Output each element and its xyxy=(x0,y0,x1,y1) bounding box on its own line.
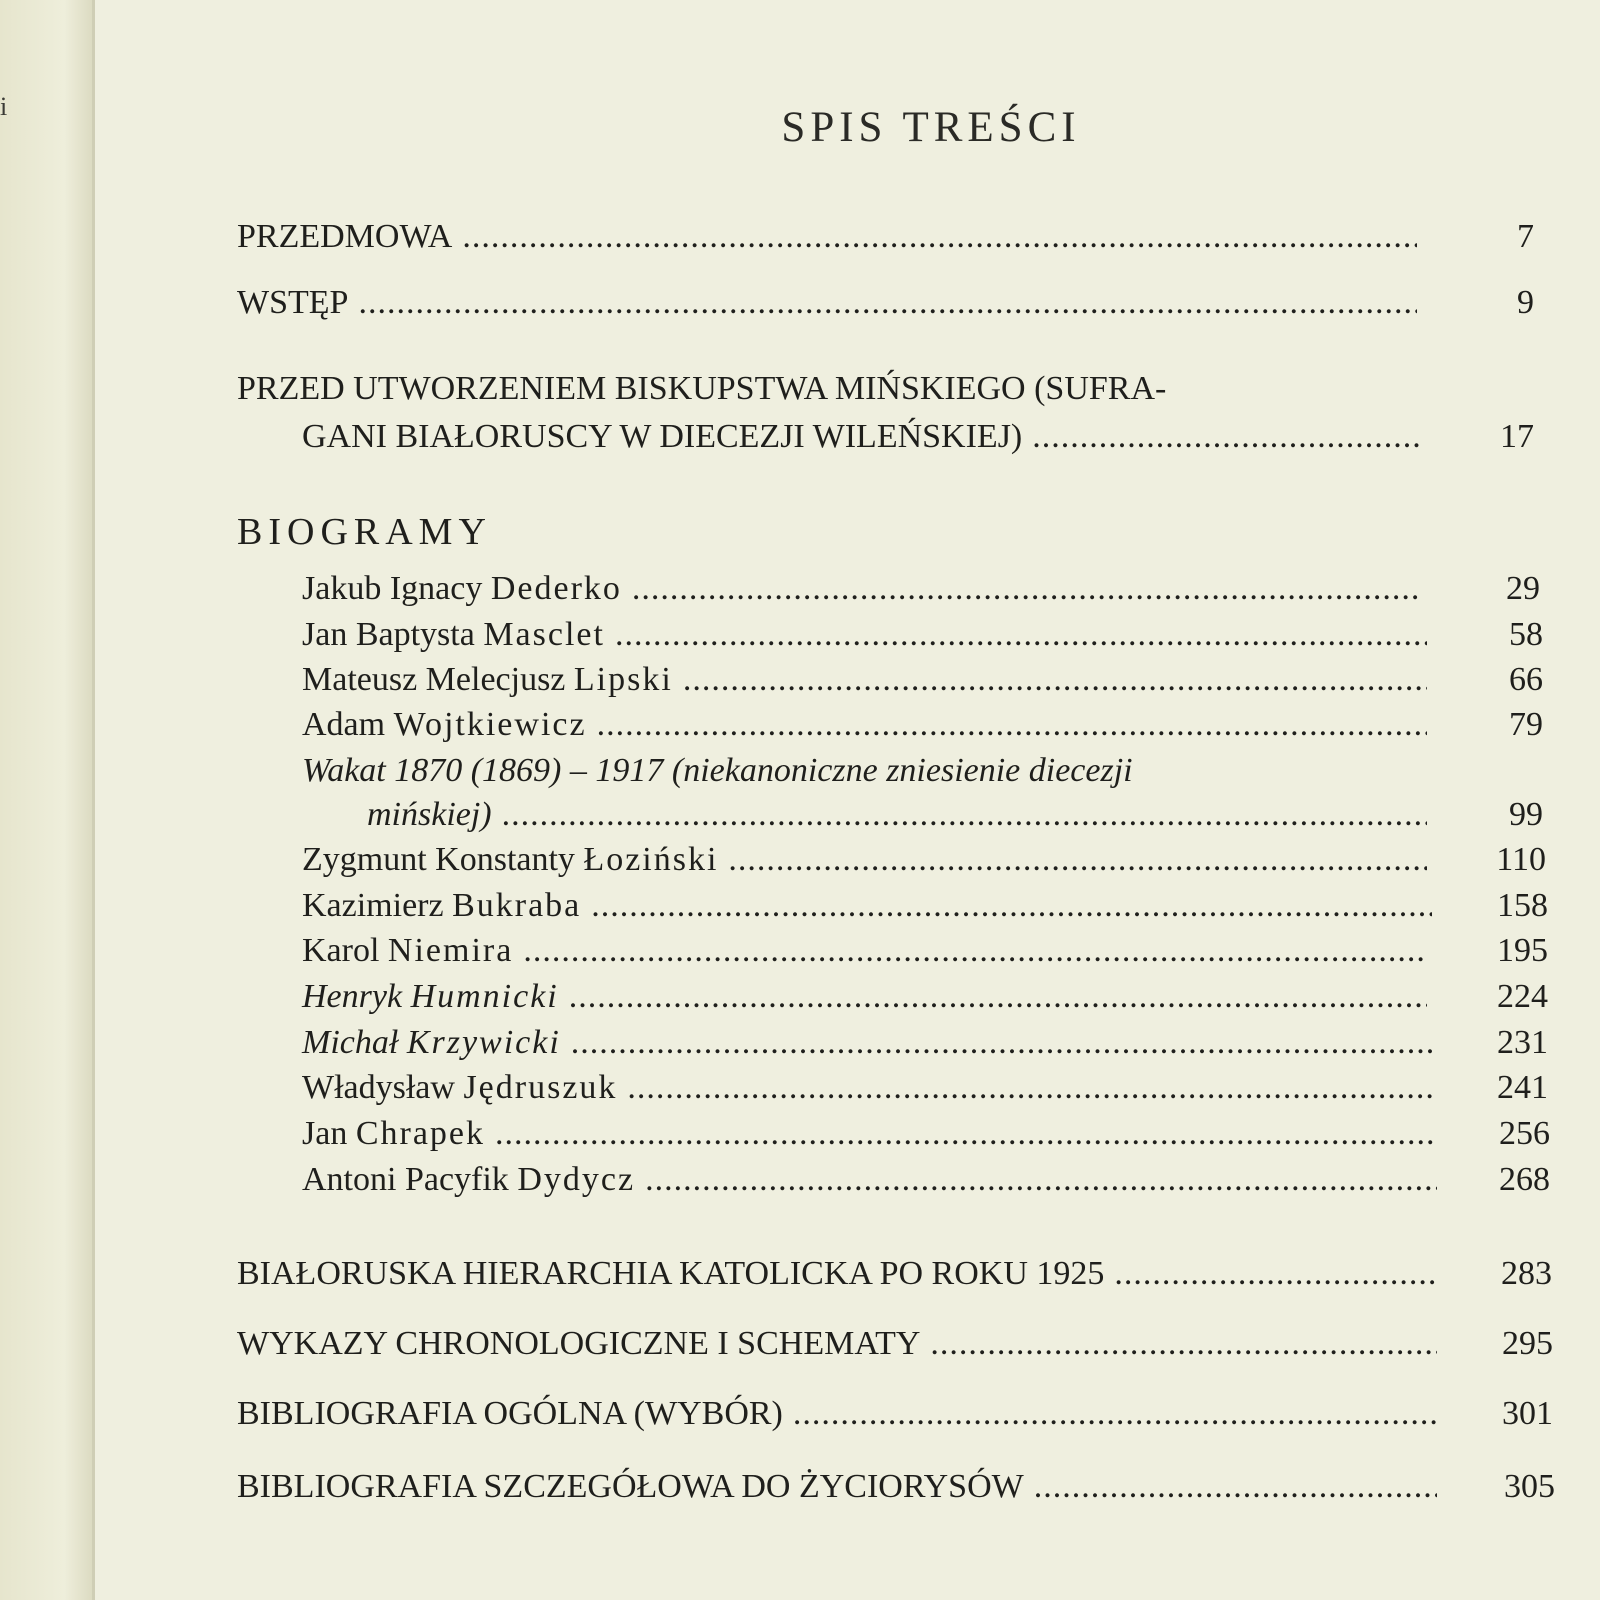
bio-surname: Humnicki xyxy=(410,978,559,1015)
toc-entry-label: mińskiej) xyxy=(367,796,492,833)
dot-leader xyxy=(502,796,1427,834)
bio-first-name: Kazimierz xyxy=(302,887,444,924)
toc-entry-label: BIBLIOGRAFIA OGÓLNA (WYBÓR) xyxy=(237,1395,783,1432)
bio-surname: Bukraba xyxy=(452,887,582,924)
bio-surname: Chrapek xyxy=(355,1115,486,1152)
bio-first-name: Antoni Pacyfik xyxy=(302,1161,509,1198)
toc-entry-label xyxy=(302,1024,561,1062)
bio-first-name: Jan Baptysta xyxy=(302,616,475,653)
toc-entry-wakat-line2 xyxy=(367,796,1427,834)
toc-page-number: 301 xyxy=(1502,1395,1553,1432)
bio-first-name: Karol xyxy=(302,932,380,969)
toc-entry-wakat-line1: Wakat 1870 (1869) – 1917 (niekanoniczne zniesienie diecezji xyxy=(302,752,1133,789)
bio-surname: Dydycz xyxy=(517,1161,636,1198)
toc-entry-label xyxy=(302,661,673,699)
toc-page-number: 17 xyxy=(1500,418,1534,455)
toc-entry-biography xyxy=(302,1069,1432,1107)
toc-entry-label xyxy=(302,570,622,608)
section-heading-biogramy: BIOGRAMY xyxy=(237,511,492,553)
dot-leader xyxy=(358,284,1417,322)
bio-first-name: Mateusz Melecjusz xyxy=(302,661,566,698)
dot-leader xyxy=(462,218,1417,256)
toc-page-number: 224 xyxy=(1497,978,1548,1015)
facing-page-fragment: i xyxy=(0,92,8,121)
bio-surname: Niemira xyxy=(387,932,514,969)
toc-entry-label: BIAŁORUSKA HIERARCHIA KATOLICKA PO ROKU 1925 xyxy=(237,1255,1105,1292)
toc-page-number: 66 xyxy=(1509,661,1543,698)
page-title: SPIS TREŚCI xyxy=(781,104,1081,151)
toc-entry-biography xyxy=(302,706,1427,744)
toc-entry-biography xyxy=(302,1161,1437,1199)
bio-first-name: Zygmunt Konstanty xyxy=(302,841,575,878)
toc-entry-biography xyxy=(302,978,1427,1016)
toc-entry-bibliografia-szczegolowa xyxy=(237,1468,1437,1506)
toc-page-number: 305 xyxy=(1504,1468,1555,1505)
toc-entry-biography xyxy=(302,1024,1432,1062)
toc-entry-bibliografia-ogolna xyxy=(237,1395,1437,1433)
toc-entry-label xyxy=(302,616,605,654)
bio-first-name: Adam xyxy=(302,706,386,743)
toc-entry-label xyxy=(302,706,587,744)
dot-leader xyxy=(683,661,1427,699)
toc-page-number: 268 xyxy=(1499,1161,1550,1198)
toc-entry-biography xyxy=(302,570,1422,608)
bio-surname: Lipski xyxy=(573,661,673,698)
toc-entry-label xyxy=(302,1161,635,1199)
dot-leader xyxy=(615,616,1427,654)
bio-surname: Krzywicki xyxy=(406,1024,561,1061)
toc-entry-biography xyxy=(302,887,1432,925)
toc-page-number: 79 xyxy=(1509,706,1543,743)
book-gutter xyxy=(0,0,92,1600)
toc-page-number: 158 xyxy=(1497,887,1548,924)
bio-first-name: Michał xyxy=(302,1024,399,1061)
toc-entry-label: GANI BIAŁORUSCY W DIECEZJI WILEŃSKIEJ) xyxy=(302,418,1023,455)
toc-page-number: 99 xyxy=(1509,796,1543,833)
toc-entry-wstep xyxy=(237,284,1417,322)
bio-surname: Łoziński xyxy=(583,841,719,878)
toc-page-number: 231 xyxy=(1497,1024,1548,1061)
toc-page-number: 7 xyxy=(1517,218,1534,255)
bio-first-name: Jan xyxy=(302,1115,348,1152)
toc-entry-label: BIBLIOGRAFIA SZCZEGÓŁOWA DO ŻYCIORYSÓW xyxy=(237,1468,1024,1505)
toc-entry-label xyxy=(302,932,513,970)
toc-entry-przed-line2 xyxy=(302,418,1422,456)
toc-page xyxy=(95,0,1600,1600)
toc-page-number: 195 xyxy=(1497,932,1548,969)
bio-first-name: Henryk xyxy=(302,978,403,1015)
dot-leader xyxy=(632,570,1422,608)
dot-leader xyxy=(495,1115,1437,1153)
toc-entry-label: PRZEDMOWA xyxy=(237,218,453,255)
bio-surname: Dederko xyxy=(490,570,622,607)
toc-entry-przed-line1: PRZED UTWORZENIEM BISKUPSTWA MIŃSKIEGO (SUFRA- xyxy=(237,370,1167,407)
toc-entry-label xyxy=(302,841,718,879)
toc-entry-label xyxy=(302,1115,485,1153)
dot-leader xyxy=(793,1395,1437,1433)
toc-page-number: 295 xyxy=(1502,1325,1553,1362)
toc-page-number: 241 xyxy=(1497,1069,1548,1106)
dot-leader xyxy=(569,978,1427,1016)
toc-entry-wykazy xyxy=(237,1325,1437,1363)
bio-surname: Jędruszuk xyxy=(463,1069,618,1106)
bio-first-name: Władysław xyxy=(302,1069,455,1106)
toc-entry-label xyxy=(302,887,581,925)
toc-entry-biography xyxy=(302,616,1427,654)
toc-entry-przedmowa xyxy=(237,218,1417,256)
toc-entry-biography xyxy=(302,661,1427,699)
bio-surname: Masclet xyxy=(483,616,605,653)
toc-page-number: 9 xyxy=(1517,284,1534,321)
toc-entry-biography xyxy=(302,932,1427,970)
toc-page-number: 58 xyxy=(1509,616,1543,653)
toc-entry-hierarchia xyxy=(237,1255,1437,1293)
dot-leader xyxy=(597,706,1427,744)
dot-leader xyxy=(591,887,1432,925)
toc-entry-label xyxy=(302,1069,617,1107)
bio-first-name: Jakub Ignacy xyxy=(302,570,483,607)
toc-page-number: 110 xyxy=(1496,841,1546,878)
dot-leader xyxy=(627,1069,1432,1107)
toc-entry-label xyxy=(302,978,559,1016)
toc-page-number: 256 xyxy=(1499,1115,1550,1152)
dot-leader xyxy=(645,1161,1437,1199)
dot-leader xyxy=(523,932,1427,970)
bio-surname: Wojtkiewicz xyxy=(393,706,587,743)
toc-entry-biography xyxy=(302,841,1427,879)
toc-entry-biography xyxy=(302,1115,1437,1153)
dot-leader xyxy=(571,1024,1432,1062)
toc-entry-label: WSTĘP xyxy=(237,284,349,321)
dot-leader xyxy=(728,841,1427,879)
toc-page-number: 29 xyxy=(1506,570,1540,607)
toc-page-number: 283 xyxy=(1501,1255,1552,1292)
toc-entry-label: WYKAZY CHRONOLOGICZNE I SCHEMATY xyxy=(237,1325,921,1362)
